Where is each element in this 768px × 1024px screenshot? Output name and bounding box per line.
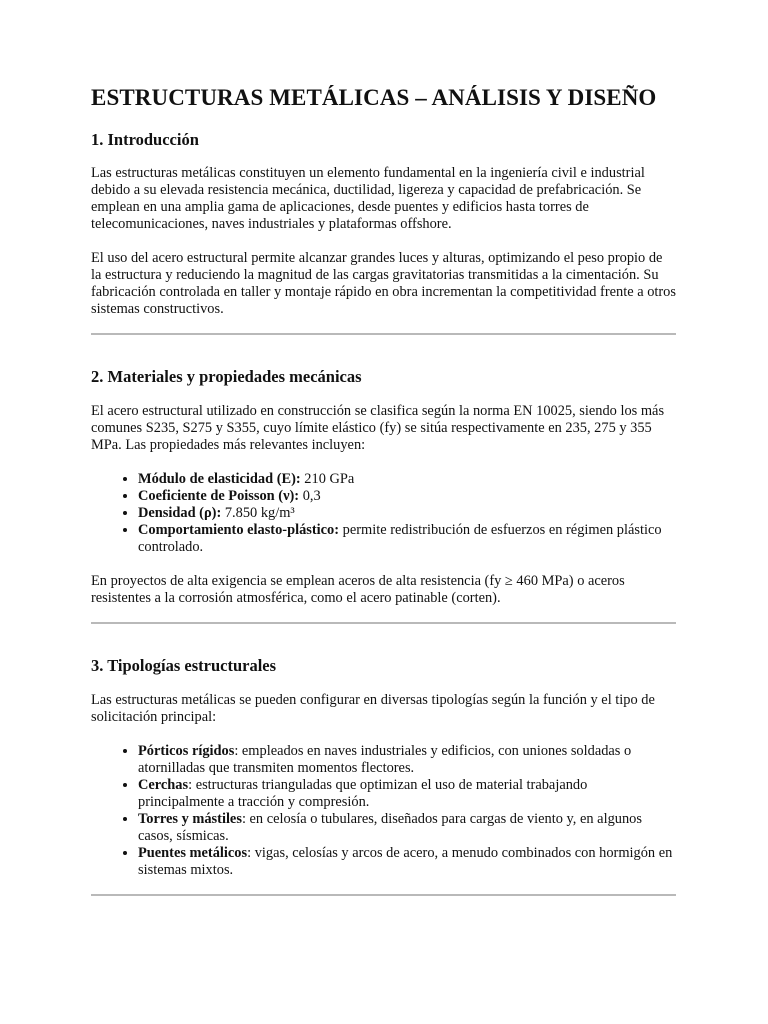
section-heading-tipologias: 3. Tipologías estructurales [91,656,277,675]
list-item-text: : estructuras trianguladas que optimizan el uso de material trabajando principalmente a tracción y compresión. [138,777,588,810]
properties-list [91,471,676,556]
list-item-term: Pórticos rígidos [138,743,235,759]
list-item-term: Coeficiente de Poisson (ν): [138,488,300,504]
paragraph: Las estructuras metálicas se pueden configurar en diversas tipologías según la función y el tipo de solicitación principal: [91,692,655,725]
paragraph: Las estructuras metálicas constituyen un elemento fundamental en la ingeniería civil e industrial debido a su elevada resistencia mecánica, ductilidad, ligereza y capacidad de prefabricación. Se emplean en una amplia gama de aplicaciones, desde puentes y edificios hasta torres de telecomunicaciones, naves industriales y plataformas offshore. [91,165,645,232]
paragraph: En proyectos de alta exigencia se emplean aceros de alta resistencia (fy ≥ 460 MPa) o aceros resistentes a la corrosión atmosférica, como el acero patinable (corten). [91,573,625,606]
list-item [138,471,676,488]
list-item [138,488,676,505]
list-item [138,811,676,845]
list-item-text: permite redistribución de esfuerzos en régimen plástico controlado. [138,522,662,555]
section-heading-materiales: 2. Materiales y propiedades mecánicas [91,367,362,386]
document-title: ESTRUCTURAS METÁLICAS – ANÁLISIS Y DISEÑO [91,85,657,110]
list-item-term: Densidad (ρ): [138,505,222,521]
list-item-text: : en celosía o tubulares, diseñados para cargas de viento y, en algunos casos, sísmicas. [138,811,642,844]
list-item [138,845,676,879]
list-item [138,505,676,522]
paragraph: El uso del acero estructural permite alcanzar grandes luces y alturas, optimizando el peso propio de la estructura y reduciendo la magnitud de las cargas gravitatorias transmitidas a la cimentación. Su fabricación controlada en taller y montaje rápido en obra incrementan la competitividad frente a otros sistemas constructivos. [91,250,676,317]
list-item [138,777,676,811]
list-item-term: Puentes metálicos [138,845,248,861]
list-item-term: Comportamiento elasto-plástico: [138,522,340,538]
section-heading-introduccion: 1. Introducción [91,130,199,149]
list-item-text: 7.850 kg/m³ [221,505,295,521]
list-item-text: : vigas, celosías y arcos de acero, a menudo combinados con hormigón en sistemas mixtos. [138,845,673,878]
list-item-text: 0,3 [299,488,321,504]
list-item-text: : empleados en naves industriales y edificios, con uniones soldadas o atornilladas que transmiten momentos flectores. [138,743,632,776]
list-item [138,522,676,556]
list-item-term: Cerchas [138,777,189,793]
list-item-text: 210 GPa [300,471,355,487]
paragraph: El acero estructural utilizado en construcción se clasifica según la norma EN 10025, siendo los más comunes S235, S275 y S355, cuyo límite elástico (fy) se sitúa respectivamente en 235, 275 y 355 MPa. Las propiedades más relevantes incluyen: [91,403,665,453]
list-item [138,743,676,777]
section-divider [91,894,676,896]
list-item-term: Módulo de elasticidad (E): [138,471,301,487]
typologies-list [91,743,676,879]
list-item-term: Torres y mástiles [138,811,242,827]
